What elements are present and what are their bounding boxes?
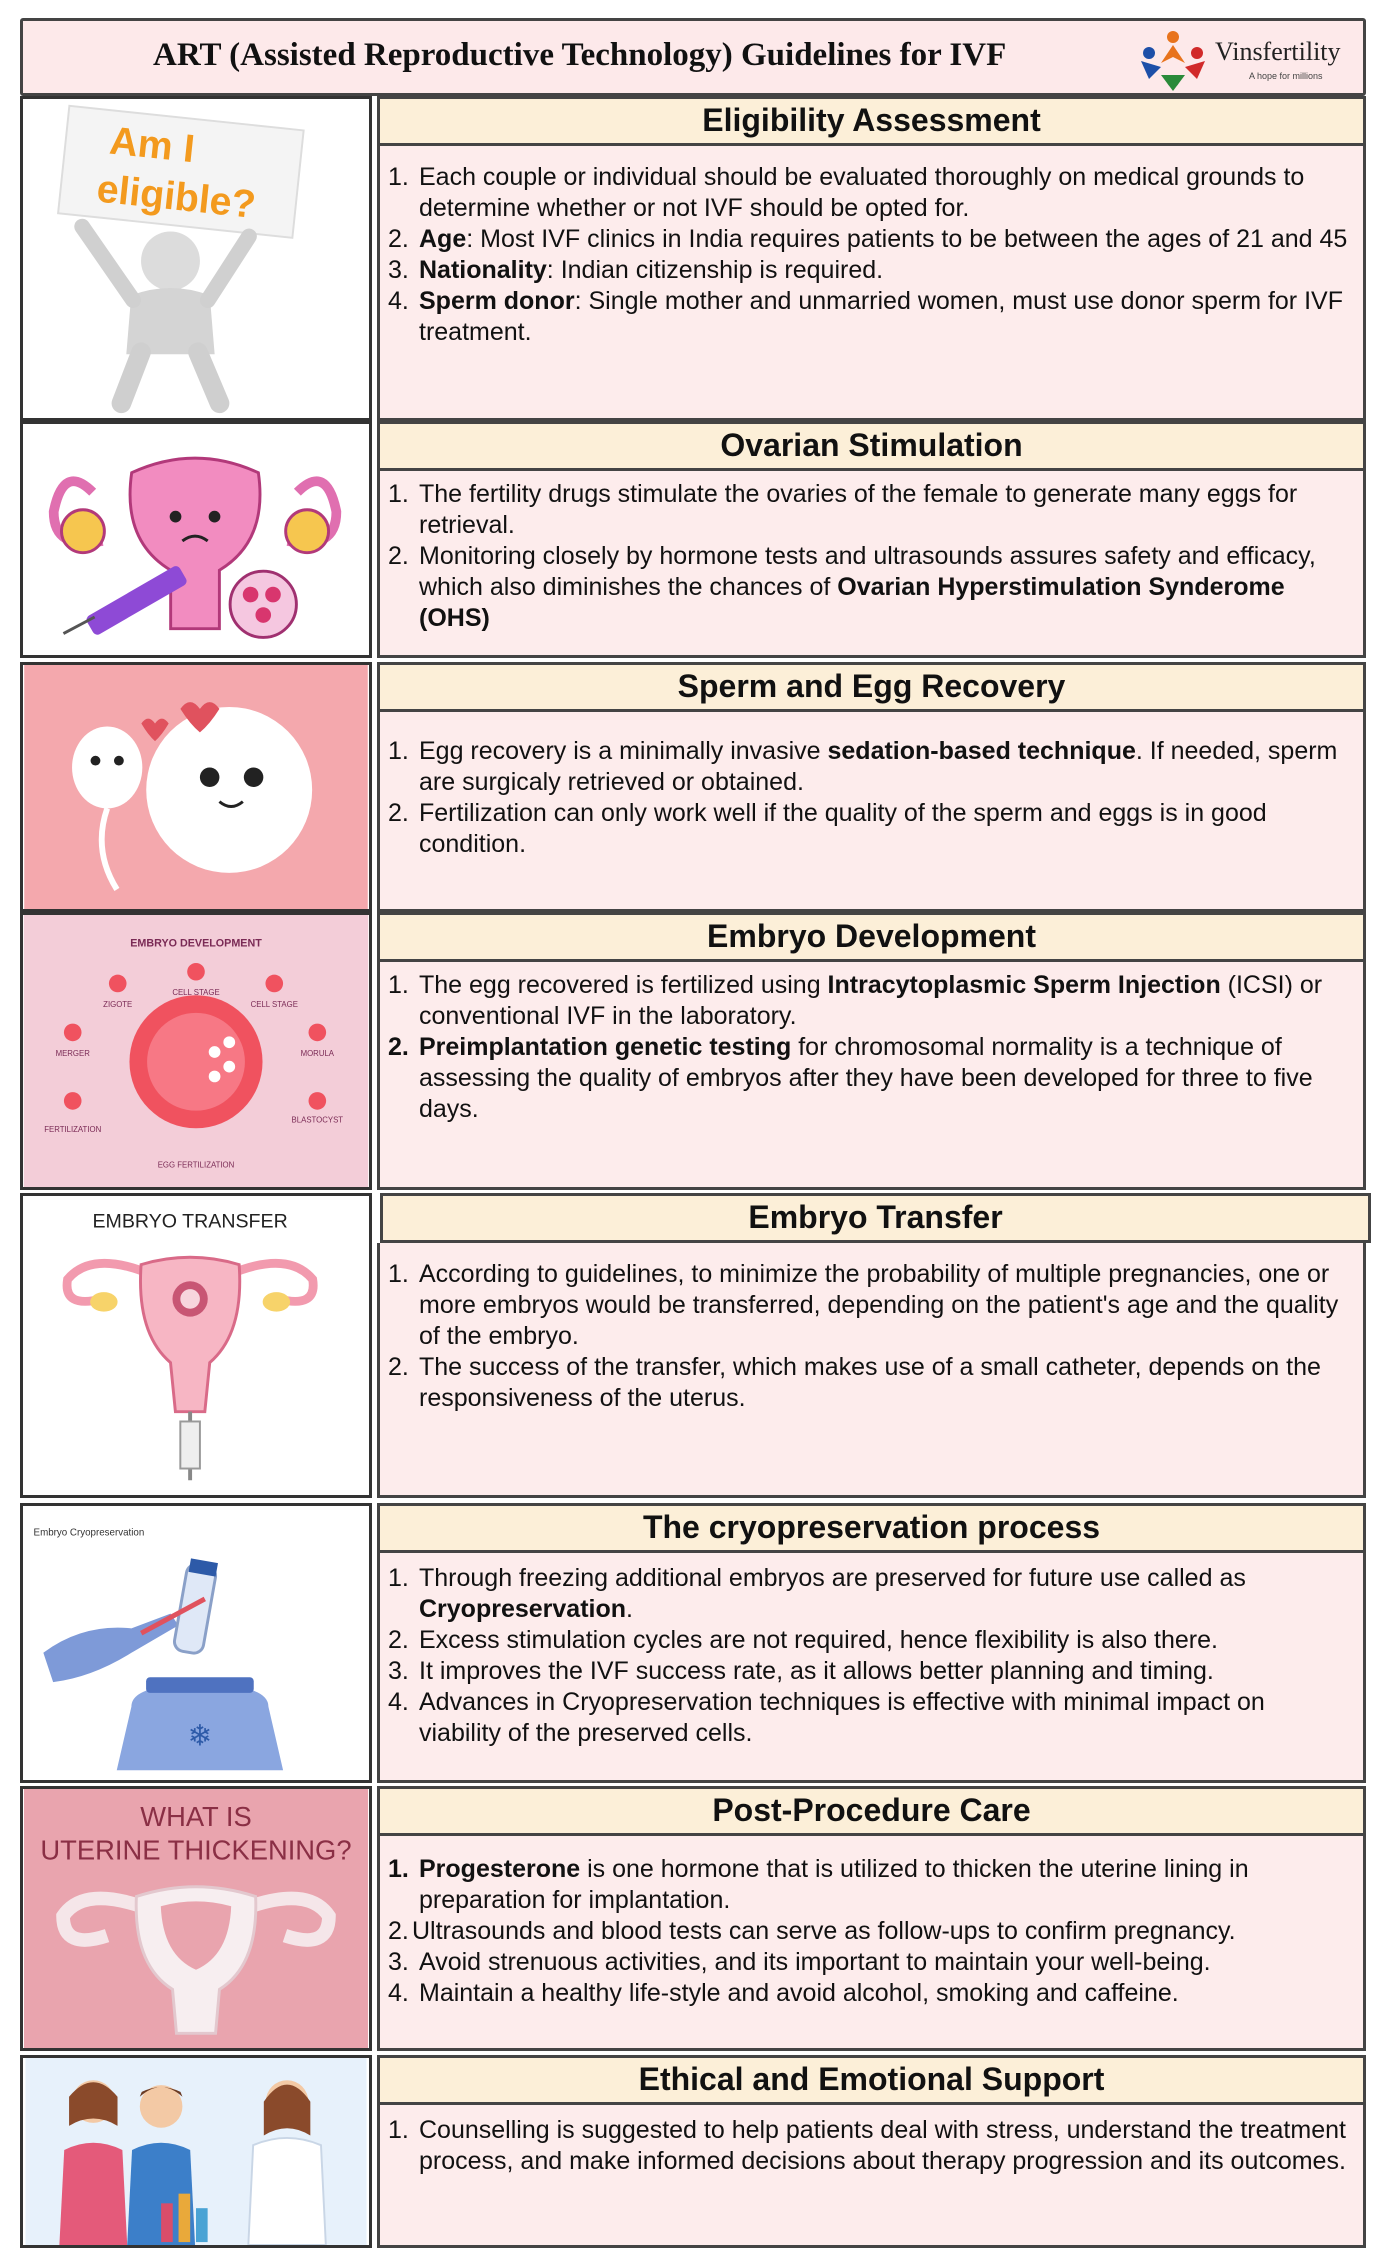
section-ovarian-stimulation [20, 421, 1366, 658]
list-item: 4. Sperm donor: Single mother and unmarried women, must use donor sperm for IVF treatment. [388, 287, 1343, 346]
section-heading: Embryo Development [377, 912, 1366, 962]
svg-text:UTERINE THICKENING?: UTERINE THICKENING? [40, 1834, 352, 1866]
svg-text:MORULA: MORULA [300, 1048, 335, 1058]
section-body [377, 471, 1366, 658]
person-holding-sign-illustration [23, 99, 369, 418]
sign-line-1: Am I [107, 118, 197, 172]
svg-text:Embryo Cryopreservation: Embryo Cryopreservation [33, 1527, 145, 1539]
svg-text:BLASTOCYST: BLASTOCYST [291, 1115, 344, 1125]
uterine-thickening-illustration [23, 1789, 369, 2048]
svg-text:EMBRYO DEVELOPMENT: EMBRYO DEVELOPMENT [130, 937, 262, 950]
list-item: 1. According to guidelines, to minimize the probability of multiple pregnancies, one or more embryos would be transferred, depending on the patient's age and the quality of the embryo. [388, 1260, 1339, 1350]
list-item: 2. Ultrasounds and blood tests can serve as follow-ups to confirm pregnancy. [388, 1917, 1236, 1945]
section-sperm-egg-recovery [20, 662, 1366, 912]
section-embryo-development [20, 912, 1366, 1190]
section-body [377, 2105, 1366, 2248]
uterus-injection-illustration [23, 424, 369, 655]
section-eligibility [20, 96, 1366, 421]
section-body [377, 1553, 1366, 1783]
list-item: 1. Progesterone is one hormone that is utilized to thicken the uterine lining in preparation for implantation. [388, 1855, 1249, 1914]
section-heading: Ethical and Emotional Support [377, 2055, 1366, 2105]
svg-text:CELL STAGE: CELL STAGE [172, 988, 220, 998]
sperm-egg-cartoon [23, 665, 369, 909]
list-item: 1. The egg recovered is fertilized using Intracytoplasmic Sperm Injection (ICSI) or conventional IVF in the laboratory. [388, 971, 1323, 1030]
svg-text:WHAT IS: WHAT IS [140, 1801, 252, 1833]
svg-text:EGG FERTILIZATION: EGG FERTILIZATION [157, 1160, 235, 1170]
section-ethical-support [20, 2055, 1366, 2248]
list-item: 1. Egg recovery is a minimally invasive sedation-based technique. If needed, sperm are surgicaly retrieved or obtained. [388, 737, 1338, 796]
section-body [377, 962, 1366, 1190]
post-procedure-image [20, 1786, 372, 2051]
logo [1131, 27, 1351, 93]
section-heading: The cryopreservation process [377, 1503, 1366, 1553]
section-body [377, 1243, 1366, 1498]
list-item: 1. Counselling is suggested to help patients deal with stress, understand the treatment process, and make informed decisions about therapy progression and its outcomes. [388, 2116, 1346, 2175]
svg-text:MERGER: MERGER [55, 1048, 90, 1058]
list-item: 2. Fertilization can only work well if the quality of the sperm and eggs is in good condition. [388, 799, 1267, 858]
list-item: 2. Age: Most IVF clinics in India requires patients to be between the ages of 21 and 45 [388, 225, 1348, 253]
section-body [377, 1836, 1366, 2051]
cryopreservation-illustration [23, 1506, 369, 1780]
list-item: 2. The success of the transfer, which makes use of a small catheter, depends on the responsiveness of the uterus. [388, 1353, 1321, 1412]
svg-text:ZIGOTE: ZIGOTE [103, 999, 133, 1009]
section-heading: Embryo Transfer [380, 1193, 1371, 1243]
page-title: ART (Assisted Reproductive Technology) Guidelines for IVF [153, 37, 1007, 73]
logo-tagline: A hope for millions [1249, 71, 1323, 81]
list-item: 3. It improves the IVF success rate, as it allows better planning and timing. [388, 1657, 1214, 1685]
list-item: 1. Each couple or individual should be evaluated thoroughly on medical grounds to determine whether or not IVF should be opted for. [388, 163, 1305, 222]
list-item: 4. Advances in Cryopreservation techniques is effective with minimal impact on viability of the preserved cells. [388, 1688, 1265, 1747]
embryo-development-image [20, 912, 372, 1190]
logo-name: Vinsfertility [1215, 37, 1341, 66]
section-embryo-transfer [20, 1193, 1366, 1498]
logo-people-icon [1131, 27, 1215, 93]
embryo-development-diagram [23, 915, 369, 1187]
list-item: 1. The fertility drugs stimulate the ovaries of the female to generate many eggs for retrieval. [388, 480, 1298, 539]
list-item: 4. Maintain a healthy life-style and avoid alcohol, smoking and caffeine. [388, 1979, 1179, 2007]
title-bar [20, 18, 1366, 96]
svg-text:FERTILIZATION: FERTILIZATION [44, 1125, 102, 1135]
list-item: 3. Nationality: Indian citizenship is required. [388, 256, 884, 284]
svg-text:EMBRYO TRANSFER: EMBRYO TRANSFER [92, 1210, 288, 1233]
section-heading: Ovarian Stimulation [377, 421, 1366, 471]
section-heading: Eligibility Assessment [377, 96, 1366, 146]
ovarian-stimulation-image [20, 421, 372, 658]
section-heading: Post-Procedure Care [377, 1786, 1366, 1836]
section-cryopreservation [20, 1503, 1366, 1783]
section-body [377, 712, 1366, 912]
embryo-transfer-image [20, 1193, 372, 1498]
svg-text:CELL STAGE: CELL STAGE [250, 999, 298, 1009]
list-item: 1. Through freezing additional embryos are preserved for future use called as Cryopreservation. [388, 1564, 1246, 1623]
list-item: 2. Monitoring closely by hormone tests and ultrasounds assures safety and efficacy, which also diminishes the chances of Ovarian Hyperstimulation Synderome (OHS) [388, 542, 1316, 632]
eligibility-image [20, 96, 372, 421]
section-heading: Sperm and Egg Recovery [377, 662, 1366, 712]
list-item: 2. Preimplantation genetic testing for chromosomal normality is a technique of assessing the quality of embryos after they have been developed for three to five days. [388, 1033, 1313, 1123]
embryo-transfer-illustration [23, 1196, 369, 1495]
list-item: 3. Avoid strenuous activities, and its important to maintain your well-being. [388, 1948, 1211, 1976]
cryopreservation-image [20, 1503, 372, 1783]
section-post-procedure [20, 1786, 1366, 2051]
ethical-support-image [20, 2055, 372, 2248]
sign-line-2: eligible? [94, 166, 258, 227]
sperm-egg-image [20, 662, 372, 912]
section-body [377, 146, 1366, 421]
list-item: 2. Excess stimulation cycles are not required, hence flexibility is also there. [388, 1626, 1218, 1654]
counselling-illustration [23, 2058, 369, 2245]
snowflake-icon: ❄ [187, 1718, 213, 1753]
